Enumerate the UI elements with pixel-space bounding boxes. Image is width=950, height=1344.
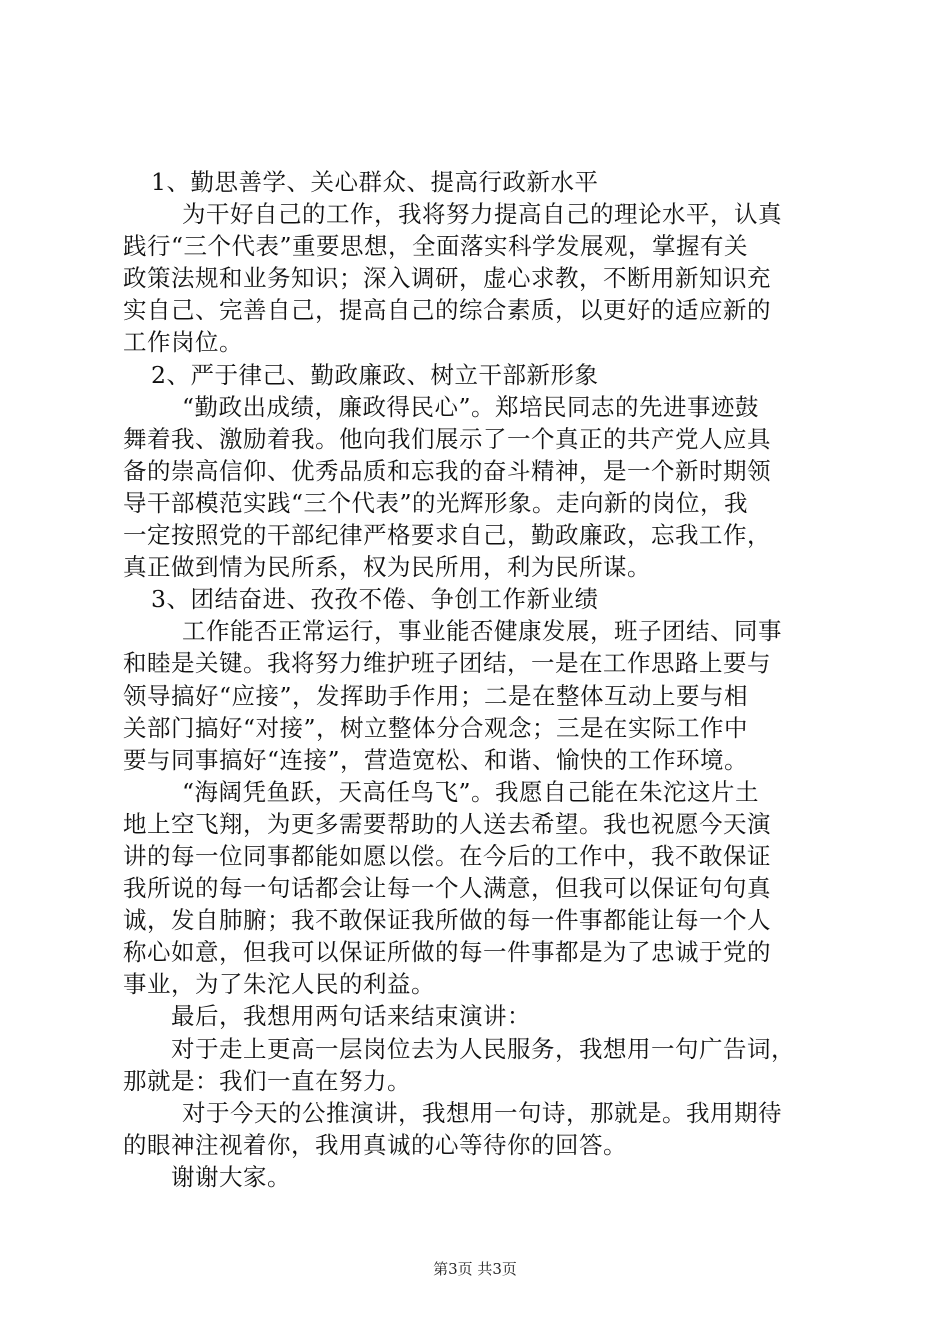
text-line: 实自己、完善自己，提高自己的综合素质，以更好的适应新的 — [123, 296, 771, 325]
text-line: 备的崇高信仰、优秀品质和忘我的奋斗精神，是一个新时期领 — [123, 456, 771, 485]
text-line: 谢谢大家。 — [171, 1162, 291, 1191]
text-line: 讲的每一位同事都能如愿以偿。在今后的工作中，我不敢保证 — [123, 841, 771, 870]
text-line: 践行“三个代表”重要思想，全面落实科学发展观，掌握有关 — [123, 232, 749, 261]
text-line: 诚，发自肺腑；我不敢保证我所做的每一件事都能让每一个人 — [123, 906, 771, 935]
text-line: 真正做到情为民所系，权为民所用，利为民所谋。 — [123, 553, 651, 582]
text-line: 2、严于律己、勤政廉政、树立干部新形象 — [151, 360, 599, 389]
text-line: 舞着我、激励着我。他向我们展示了一个真正的共产党人应具 — [123, 424, 771, 453]
text-line: 和睦是关键。我将努力维护班子团结，一是在工作思路上要与 — [123, 649, 771, 678]
text-line: 对于走上更高一层岗位去为人民服务，我想用一句广告词， — [171, 1034, 795, 1063]
text-line: 最后，我想用两句话来结束演讲： — [171, 1002, 531, 1031]
text-line: “勤政出成绩，廉政得民心”。郑培民同志的先进事迹鼓 — [182, 392, 760, 421]
text-line: 地上空飞翔，为更多需要帮助的人送去希望。我也祝愿今天演 — [123, 809, 771, 838]
text-line: 1、勤思善学、关心群众、提高行政新水平 — [151, 168, 599, 196]
text-line: 为干好自己的工作，我将努力提高自己的理论水平，认真 — [182, 200, 782, 229]
text-line: 要与同事搞好“连接”，营造宽松、和谐、愉快的工作环境。 — [123, 745, 749, 774]
text-line: 的眼神注视着你，我用真诚的心等待你的回答。 — [123, 1130, 627, 1159]
document-body — [123, 166, 839, 1193]
text-line: 我所说的每一句话都会让每一个人满意，但我可以保证句句真 — [123, 874, 771, 903]
text-line: 称心如意，但我可以保证所做的每一件事都是为了忠诚于党的 — [123, 938, 771, 967]
text-line: “海阔凭鱼跃，天高任鸟飞”。我愿自己能在朱沱这片土 — [182, 777, 760, 806]
text-line: 导干部模范实践“三个代表”的光辉形象。走向新的岗位，我 — [123, 488, 749, 517]
text-line: 那就是：我们一直在努力。 — [123, 1066, 411, 1095]
text-line: 关部门搞好“对接”，树立整体分合观念；三是在实际工作中 — [123, 713, 749, 742]
text-line: 一定按照党的干部纪律严格要求自己，勤政廉政，忘我工作， — [123, 521, 771, 550]
text-line: 工作岗位。 — [123, 328, 243, 357]
text-line: 3、团结奋进、孜孜不倦、争创工作新业绩 — [151, 585, 599, 614]
text-line: 政策法规和业务知识；深入调研，虚心求教，不断用新知识充 — [123, 264, 771, 293]
text-line: 工作能否正常运行，事业能否健康发展，班子团结、同事 — [182, 617, 782, 646]
text-line: 对于今天的公推演讲，我想用一句诗，那就是。我用期待 — [182, 1098, 782, 1127]
text-line: 事业，为了朱沱人民的利益。 — [123, 970, 435, 999]
page-footer: 第3页 共3页 — [433, 1260, 517, 1278]
text-line: 领导搞好“应接”，发挥助手作用；二是在整体互动上要与相 — [123, 681, 749, 710]
